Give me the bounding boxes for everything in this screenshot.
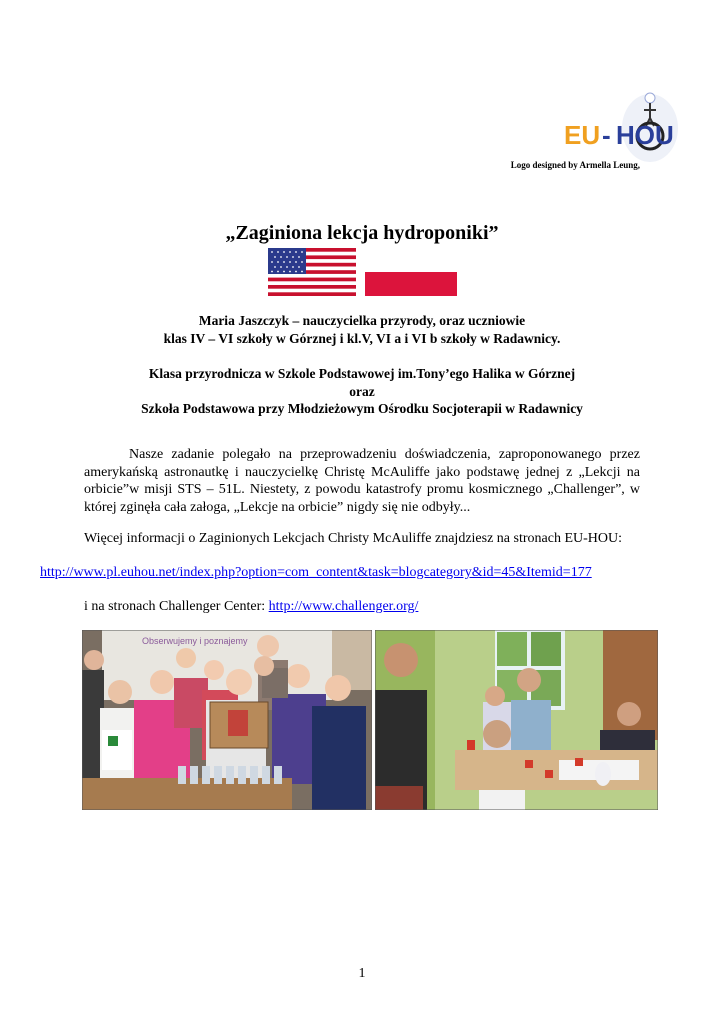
authors-line-2: klas IV – VI szkoły w Górznej i kl.V, VI a i VI b szkoły w Radawnicy. <box>163 331 561 346</box>
poland-flag-icon <box>365 248 457 296</box>
intro-paragraph <box>84 446 640 516</box>
page-number: 1 <box>358 966 366 981</box>
challenger-paragraph <box>84 599 418 615</box>
us-flag-icon <box>268 248 356 296</box>
classroom-work-photo <box>375 630 658 810</box>
challenger-prefix: i na stronach Challenger Center: <box>84 599 269 614</box>
eu-hou-logo <box>560 86 682 162</box>
eu-hou-link[interactable]: http://www.pl.euhou.net/index.php?option=com_content&task=blogcategory&id=45&Itemid=177 <box>40 565 592 580</box>
class-line-3: Szkoła Podstawowa przy Młodzieżowym Ośrodku Socjoterapii w Radawnicy <box>141 401 583 416</box>
page-title: „Zaginiona lekcja hydroponiki” <box>225 222 499 244</box>
logo-dash-text: - <box>602 120 611 150</box>
class-line-1: Klasa przyrodnicza w Szkole Podstawowej im.Tony’ego Halika w Górznej <box>148 366 576 381</box>
board-text: Obserwujemy i poznajemy <box>142 636 248 646</box>
intro-paragraph-text: Nasze zadanie polegało na przeprowadzeniu doświadczenia, zaproponowanego przez amerykańską astronautkę i nauczycielkę Christę McAuliffe jako podstawę jednej z „Lekcji na orbicie”w misji STS – 51L. Niestety, z powodu katastrofy promu kosmicznego „Challenger”, w której zginęła cała załoga, „Lekcje na orbicie” nigdy się nie odbyły... <box>84 447 640 515</box>
class-group-photo <box>82 630 372 810</box>
logo-hou-text: HOU <box>616 120 674 150</box>
logo-eu-text: EU <box>564 120 601 150</box>
challenger-link[interactable]: http://www.challenger.org/ <box>268 599 419 614</box>
info-paragraph: Więcej informacji o Zaginionych Lekcjach Christy McAuliffe znajdziesz na stronach EU-HOU: <box>84 531 622 546</box>
logo-credit: Logo designed by Armella Leung, <box>510 160 640 170</box>
class-line-2: oraz <box>349 384 375 399</box>
authors-line-1: Maria Jaszczyk – nauczycielka przyrody, oraz uczniowie <box>198 313 526 328</box>
